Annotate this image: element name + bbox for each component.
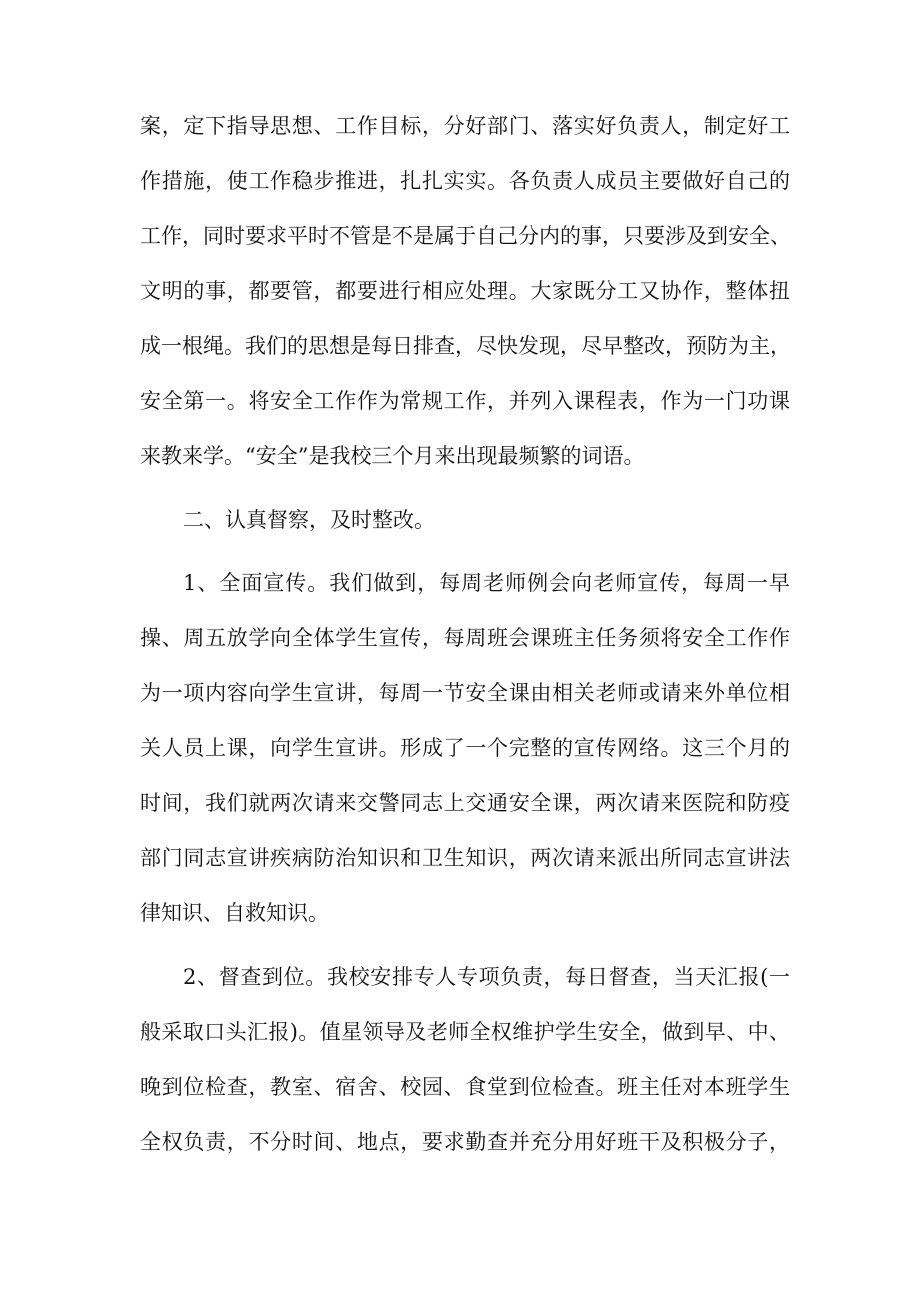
paragraph-line: 成一根绳。我们的思想是每日排查，尽快发现，尽早整改，预防为主， <box>140 334 791 358</box>
section-heading: 二、认真督察，及时整改。 <box>183 508 435 532</box>
paragraph-line: 作措施，使工作稳步推进，扎扎实实。各负责人成员主要做好自己的 <box>140 169 790 193</box>
paragraph-line: 2、督查到位。我校安排专人专项负责，每日督查，当天汇报(一 <box>183 965 790 989</box>
paragraph-line: 关人员上课，向学生宣讲。形成了一个完整的宣传网络。这三个月的 <box>140 736 790 760</box>
paragraph-line: 1、全面宣传。我们做到，每周老师例会向老师宣传，每周一早 <box>183 571 790 595</box>
paragraph-line: 安全第一。将安全工作作为常规工作，并列入课程表，作为一门功课 <box>140 389 790 413</box>
paragraph-line: 晚到位检查，教室、宿舍、校园、食堂到位检查。班主任对本班学生 <box>140 1075 790 1099</box>
paragraph-line: 律知识、自救知识。 <box>140 901 329 925</box>
paragraph-line: 部门同志宣讲疾病防治知识和卫生知识，两次请来派出所同志宣讲法 <box>140 846 790 870</box>
paragraph-line: 工作，同时要求平时不管是不是属于自己分内的事，只要涉及到安全、 <box>140 224 791 248</box>
paragraph-line: 操、周五放学向全体学生宣传，每周班会课班主任务须将安全工作作 <box>140 626 790 650</box>
paragraph-line: 全权负责，不分时间、地点，要求勤查并充分用好班干及积极分子， <box>140 1130 790 1154</box>
paragraph-line: 来教来学。“安全”是我校三个月来出现最频繁的词语。 <box>140 444 645 468</box>
paragraph-line: 时间，我们就两次请来交警同志上交通安全课，两次请来医院和防疫 <box>140 791 790 815</box>
paragraph-line: 为一项内容向学生宣讲，每周一节安全课由相关老师或请来外单位相 <box>140 681 790 705</box>
paragraph-line: 般采取口头汇报)。值星领导及老师全权维护学生安全，做到早、中、 <box>140 1020 790 1044</box>
paragraph-line: 文明的事，都要管，都要进行相应处理。大家既分工又协作，整体扭 <box>140 279 790 303</box>
paragraph-line: 案，定下指导思想、工作目标，分好部门、落实好负责人，制定好工 <box>140 114 790 138</box>
